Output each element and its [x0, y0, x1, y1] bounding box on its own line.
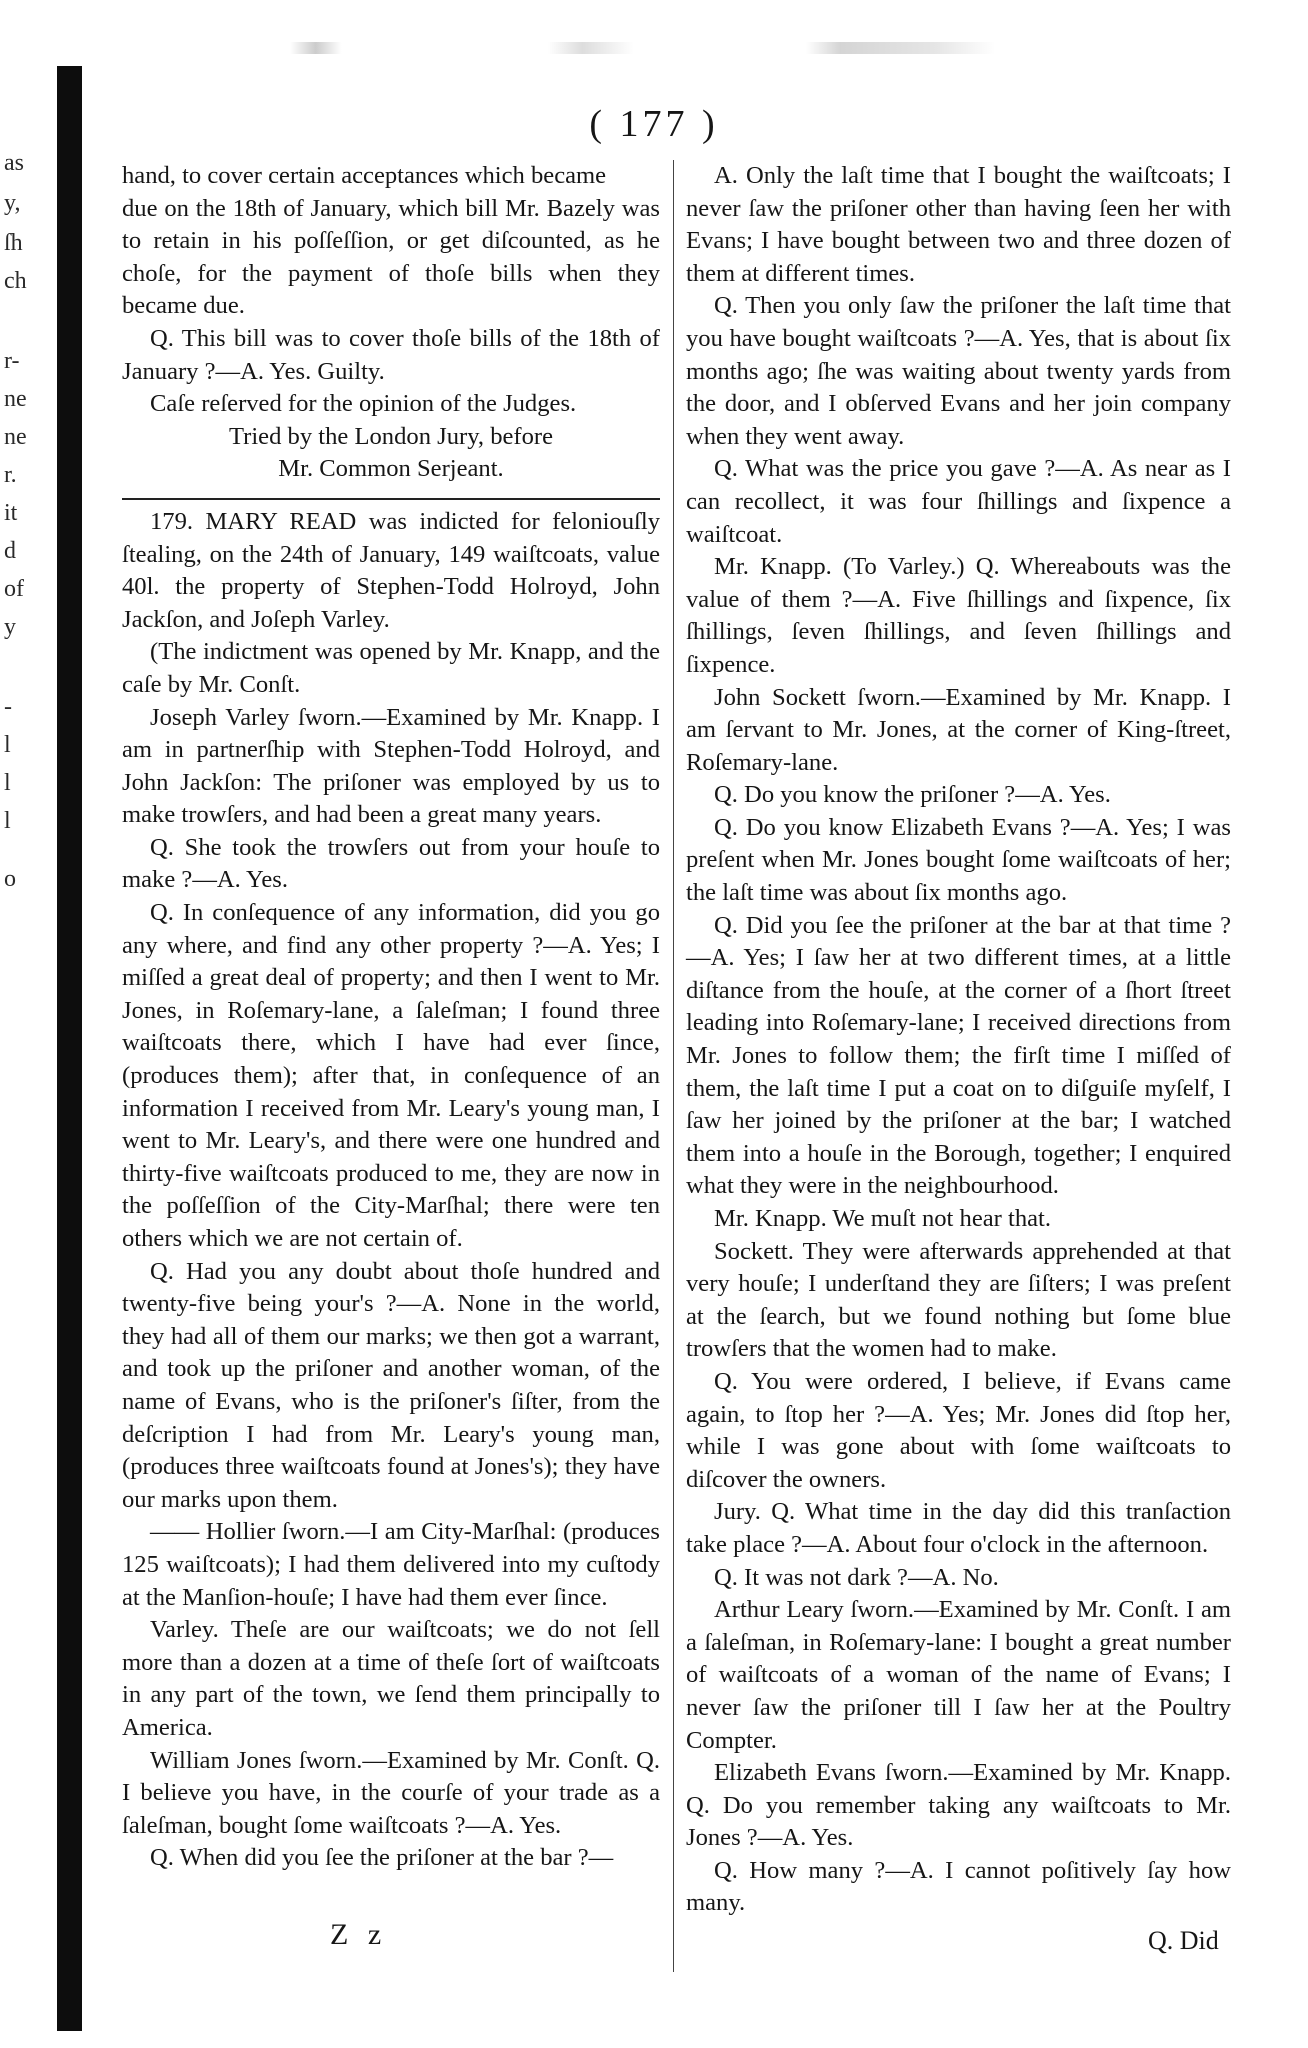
margin-fragment: ne: [4, 386, 27, 412]
margin-fragment: as: [4, 150, 24, 176]
paragraph: Q. This bill was to cover thoſe bills of the 18th of January ?—A. Yes. Guilty.: [122, 324, 660, 385]
paragraph: Arthur Leary ſworn.—Examined by Mr. Conſt. I am a ſaleſman, in Roſemary-lane: I bought a great number of waiſtcoats of a woman of the name of Evans; I never ſaw the priſoner till I ſaw her at the Poultry Compter.: [686, 1596, 1231, 1754]
margin-fragment: o: [4, 866, 16, 892]
margin-fragment: r.: [4, 462, 17, 488]
paragraph: Mr. Knapp. We muſt not hear that.: [714, 1205, 1052, 1232]
margin-fragment: ch: [4, 268, 27, 294]
margin-fragment: y: [4, 614, 16, 640]
paragraph: Mr. Knapp. (To Varley.) Q. Whereabouts was the value of them ?—A. Five ſhillings and ſixpence, ſix ſhillings, ſeven ſhillings, and ſeven ſhillings and ſixpence.: [686, 553, 1231, 678]
paragraph: Q. She took the trowſers out from your houſe to make ?—A. Yes.: [122, 833, 660, 894]
margin-fragment: l: [4, 770, 11, 796]
paragraph: Sockett. They were afterwards apprehended at that very houſe; I underſtand they are ſiſters; I was preſent at the ſearch, but we found nothing but ſome blue trowſers that the women had to make.: [686, 1237, 1231, 1363]
margin-fragment: -: [4, 694, 12, 720]
paragraph: Q. Did you ſee the priſoner at the bar at that time ?—A. Yes; I ſaw her at two different times, at a little diſtance from the houſe, at the corner of a ſhort ſtreet leading into Roſemary-lane; I received directions from Mr. Jones to follow them; the firſt time I miſſed of them, the laſt time I put a coat on to diſguiſe myſelf, I ſaw her joined by the priſoner at the bar; I watched them into a houſe in the Borough, together; I enquired what they were in the neighbourhood.: [686, 911, 1231, 1200]
paragraph: hand, to cover certain acceptances which became: [122, 162, 607, 189]
paragraph: Q. Do you know the priſoner ?—A. Yes.: [714, 781, 1111, 809]
paragraph: Q. How many ?—A. I cannot poſitively ſay how many.: [686, 1856, 1231, 1917]
column-divider: [673, 160, 674, 1972]
page-number: ( 177 ): [589, 103, 719, 145]
margin-fragment: of: [4, 576, 24, 602]
paragraph: Q. Had you any doubt about thoſe hundred and twenty-five being your's ?—A. None in the world, they had all of them our marks; we then got a warrant, and took up the priſoner and another woman, of the name of Evans, who is the priſoner's ſiſter, from the deſcription I had from Mr. Leary's young man, (produces three waiſtcoats found at Jones's); they have our marks upon them.: [122, 1257, 660, 1513]
paragraph: Q. Do you know Elizabeth Evans ?—A. Yes; I was preſent when Mr. Jones bought ſome waiſtcoats of her; the laſt time was about ſix months ago.: [686, 813, 1231, 907]
margin-fragment: ſh: [4, 230, 23, 256]
paragraph: A. Only the laſt time that I bought the waiſtcoats; I never ſaw the priſoner other than having ſeen her with Evans; I have bought between two and three dozen of them at different times.: [686, 162, 1231, 287]
paragraph: Q. You were ordered, I believe, if Evans came again, to ſtop her ?—A. Yes; Mr. Jones did ſtop her, while I was gone about with ſome waiſtcoats to diſcover the owners.: [686, 1367, 1231, 1493]
signature-mark: Z z: [330, 1918, 388, 1951]
paragraph: Q. What was the price you gave ?—A. As near as I can recollect, it was four ſhillings and ſixpence a waiſtcoat.: [686, 455, 1231, 548]
scan-noise: [290, 42, 1150, 54]
margin-fragment: r-: [4, 348, 20, 374]
margin-fragment: it: [4, 500, 18, 526]
paragraph: Caſe reſerved for the opinion of the Judges.: [150, 390, 577, 418]
paragraph: due on the 18th of January, which bill Mr. Bazely was to retain in his poſſeſſion, or get diſcounted, as he choſe, for the payment of thoſe bills when they became due.: [122, 194, 660, 320]
section-rule: [122, 498, 660, 500]
paragraph: Q. Then you only ſaw the priſoner the laſt time that you have bought waiſtcoats ?—A. Yes, that is about ſix months ago; ſhe was waiting about twenty yards from the door, and I obſerved Evans and her join company when they went away.: [686, 292, 1231, 450]
paragraph: Tried by the London Jury, before: [229, 422, 553, 450]
paragraph: Elizabeth Evans ſworn.—Examined by Mr. Knapp. Q. Do you remember taking any waiſtcoats to Mr. Jones ?—A. Yes.: [686, 1759, 1231, 1852]
paragraph: Mr. Common Serjeant.: [278, 455, 504, 483]
left-column: [122, 160, 660, 1875]
binding-edge: [57, 66, 82, 2031]
paragraph: Q. When did you ſee the priſoner at the bar ?—: [150, 1844, 614, 1872]
margin-fragment: ne: [4, 424, 27, 450]
paragraph: Varley. Theſe are our waiſtcoats; we do not ſell more than a dozen at a time of theſe ſort of waiſtcoats in any part of the town, we ſend them principally to America.: [122, 1616, 660, 1741]
paragraph: Q. It was not dark ?—A. No.: [714, 1563, 999, 1591]
paragraph: William Jones ſworn.—Examined by Mr. Conſt. Q. I believe you have, in the courſe of your trade as a ſaleſman, bought ſome waiſtcoats ?—A. Yes.: [122, 1746, 660, 1839]
margin-fragment: l: [4, 808, 11, 834]
paragraph: (The indictment was opened by Mr. Knapp, and the caſe by Mr. Conſt.: [122, 638, 660, 698]
paragraph: Q. In conſequence of any information, did you go any where, and find any other property ?—A. Yes; I miſſed a great deal of property; and then I went to Mr. Jones, in Roſemary-lane, a ſaleſman; I found three waiſtcoats there, which I have had ever ſince, (produces them); after that, in conſequence of an information I received from Mr. Leary's young man, I went to Mr. Leary's, and there were one hundred and thirty-five waiſtcoats produced to me, they are now in the poſſeſſion of the City-Marſhal; there were ten others which we are not certain of.: [122, 899, 660, 1252]
right-column: [686, 160, 1231, 1920]
paragraph: Joseph Varley ſworn.—Examined by Mr. Knapp. I am in partnerſhip with Stephen-Todd Holroyd, and John Jackſon: The priſoner was employed by us to make trowſers, and had been a great many years.: [122, 703, 660, 829]
paragraph: 179. MARY READ was indicted for feloniouſly ſtealing, on the 24th of January, 149 waiſtcoats, value 40l. the property of Stephen-Todd Holroyd, John Jackſon, and Joſeph Varley.: [122, 507, 660, 633]
margin-fragment: d: [4, 538, 16, 564]
margin-fragment: y,: [4, 190, 21, 216]
paragraph: John Sockett ſworn.—Examined by Mr. Knapp. I am ſervant to Mr. Jones, at the corner of King-ſtreet, Roſemary-lane.: [686, 683, 1231, 776]
catchword: Q. Did: [1148, 1926, 1219, 1955]
paragraph: —— Hollier ſworn.—I am City-Marſhal: (produces 125 waiſtcoats); I had them delivered into my cuſtody at the Manſion-houſe; I have had them ever ſince.: [122, 1518, 660, 1611]
paragraph: Jury. Q. What time in the day did this tranſaction take place ?—A. About four o'clock in the afternoon.: [686, 1498, 1231, 1558]
margin-fragment: l: [4, 732, 11, 758]
